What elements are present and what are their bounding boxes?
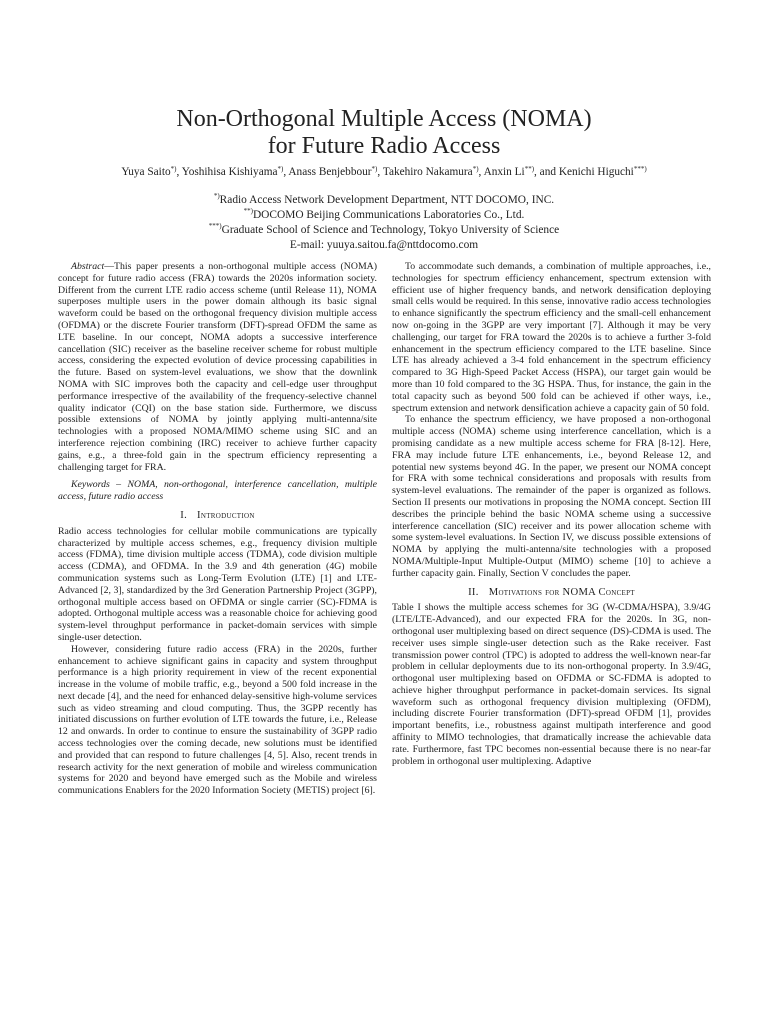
author: Kenichi Higuchi***): [558, 165, 647, 178]
author-list: [0, 166, 768, 178]
author: Anxin Li**), and: [483, 165, 559, 178]
paper-title: [0, 106, 768, 160]
right-column: [392, 261, 711, 767]
body-paragraph: Radio access technologies for cellular mobile communications are typically characterized by multiple access schemes, e.g., frequency division multiple access (FDMA), time division multiple access (TDMA), code division multiple access (CDMA), and OFDMA. In the 3.9 and 4th generation (4G) mobile communication systems such as Long-Term Evolution (LTE) [1] and LTE-Advanced [2, 3], standardized by the 3rd Generation Partnership Project (3GPP), orthogonal multiple access based on OFDMA or single carrier (SC)-FDMA is adopted. Orthogonal multiple access was a reasonable choice for achieving good system-level throughput performance in packet-domain services with simple single-user detection.: [58, 525, 377, 643]
author: Yoshihisa Kishiyama*),: [181, 165, 289, 178]
body-paragraph: To enhance the spectrum efficiency, we have proposed a non-orthogonal multiple access (NOMA) scheme using interference cancellation, which is a promising candidate as a new multiple access scheme for FRA [8-12]. Here, FRA may include future LTE enhancements, i.e., beyond Release 12, and potential new systems beyond 4G. In the paper, we present our NOMA concept for FRA with some technical considerations and proposals with results from system-level evaluations. The remainder of the paper is organized as follows. Section II presents our motivations in proposing the NOMA concept. Section III describes the principle behind the basic NOMA scheme using a successive interference cancellation (SIC) receiver and its power allocation scheme with some system-level evaluations. In Section IV, we discuss possible extensions of NOMA by applying the multi-antenna/site technologies with a proposed NOMA/Multiple-Input Multiple-Output (MIMO) scheme [10] to achieve a further capacity gain. Finally, Section V concludes the paper.: [392, 414, 711, 579]
section-heading-introduction: I. Introduction: [180, 509, 255, 521]
keywords-text: NOMA, non-orthogonal, interference cancellation, multiple access, future radio access: [58, 479, 377, 503]
abstract-text: —This paper presents a non-orthogonal multiple access (NOMA) concept for future radio access (FRA) towards the 2020s information society. Different from the current LTE radio access scheme (until Release 11), NOMA superposes multiple users in the power domain although its basic signal waveform could be based on the orthogonal frequency division multiple access (OFDMA) or the discrete Fourier transform (DFT)-spread OFDM the same as LTE baseline. In our concept, NOMA adopts a successive interference cancellation (SIC) receiver as the baseline receiver scheme for robust multiple access, considering the expected evolution of device processing capabilities in the future. Based on system-level evaluations, we show that the downlink NOMA with SIC improves both the capacity and cell-edge user throughput performance irrespective of the availability of the frequency-selective channel quality indicator (CQI) on the base station side. Furthermore, we discuss possible extensions of NOMA by jointly applying multi-antenna/site technologies with a proposed NOMA/MIMO scheme using SIC and an interference rejection combining (IRC) receiver to achieve further capacity gains, e.g., a three-fold gain in the spectrum efficiency representing a challenging target for FRA.: [58, 261, 377, 473]
body-paragraph: Table I shows the multiple access schemes for 3G (W-CDMA/HSPA), 3.9/4G (LTE/LTE-Advanced), and our expected FRA for the 2020s. In 3G, non-orthogonal user multiplexing based on direct sequence (DS)-CDMA is used. The receiver uses simple single-user detection such as the Rake receiver. Fast transmission power control (TPC) is adopted to address the well-known near-far problem in cellular deployments due to its non-orthogonal property. In 3.9/4G, orthogonal user multiplexing based on OFDMA or SC-FDMA is adopted to achieve higher throughput performance in packet-domain services. Its signal waveform such as orthogonal frequency division multiplexing (OFDM), including discrete Fourier transformation (DFT)-spread OFDM [1], provides important benefits, i.e., robustness against multipath interference and good affinity to MIMO technologies, that dramatically increase the achievable data rate. Furthermore, fast TPC becomes non-essential because there is no near-far problem in orthogonal user multiplexing. Adaptive: [392, 602, 711, 767]
affiliation: *)Radio Access Network Development Department, NTT DOCOMO, INC.: [213, 192, 555, 206]
author: Yuya Saito*),: [121, 165, 182, 178]
abstract-label: Abstract: [71, 261, 105, 272]
body-paragraph: However, considering future radio access (FRA) in the 2020s, further enhancement to achieve significant gains in capacity and system throughput performance is a high priority requirement in view of the recent exponential increase in the volume of mobile traffic, e.g., beyond a 500 fold increase in the next decade [4], and the need for enhanced delay-sensitive high-volume services such as video streaming and cloud computing. Thus, the 3GPP recently has initiated discussions on further evolution of LTE towards the future, i.e., Release 12 and onwards. In order to continue to ensure the sustainability of 3GPP radio access technologies over the coming decade, new solutions must be identified and provided that can respond to future challenges [4, 5]. Also, recent trends in research activity for the next generation of mobile and wireless communication systems for 2020 and beyond have emerged such as the Mobile and wireless communications Enablers for the 2020 Information Society (METIS) project [6].: [58, 643, 377, 797]
body-paragraph: To accommodate such demands, a combination of multiple approaches, i.e., technologies for spectrum efficiency enhancement, spectrum extension with efficient use of higher frequency bands, and network densification deploying small cells would be required. In this sense, innovative radio access technologies to enhance significantly the spectrum efficiency and the small-cell enhancement now on-going in the 3GPP are very important [7]. Although it may be very challenging, our target for FRA toward the 2020s is to achieve a further 3-fold enhancement in the spectrum efficiency compared to the LTE baseline. Since LTE has already achieved a 3-4 fold enhancement in the spectrum efficiency compared to 3G High-Speed Packet Access (HSPA), our target gain would be more than 10 fold compared to the 3G HSPA. Thus, for instance, the gain in the total capacity such as beyond 500 fold can be achieved if other ways, i.e., spectrum extension and network densification achieve a capacity gain of 50 fold.: [392, 261, 711, 414]
section-heading-motivations: II. Motivations for NOMA Concept: [468, 586, 635, 598]
affiliation: **)DOCOMO Beijing Communications Laboratories Co., Ltd.: [243, 207, 525, 221]
affiliation-block: [0, 193, 768, 253]
author-email: E-mail: yuuya.saitou.fa@nttdocomo.com: [289, 239, 479, 251]
affiliation: ***)Graduate School of Science and Technology, Tokyo University of Science: [208, 222, 560, 236]
author: Anass Benjebbour*),: [288, 165, 383, 178]
title-line-1: Non-Orthogonal Multiple Access (NOMA): [176, 106, 592, 132]
abstract: [58, 261, 377, 473]
left-column: [58, 261, 377, 797]
author: Takehiro Nakamura*),: [382, 165, 484, 178]
keywords-label: Keywords –: [71, 479, 128, 491]
title-line-2: for Future Radio Access: [267, 133, 501, 159]
keywords: [58, 479, 377, 503]
